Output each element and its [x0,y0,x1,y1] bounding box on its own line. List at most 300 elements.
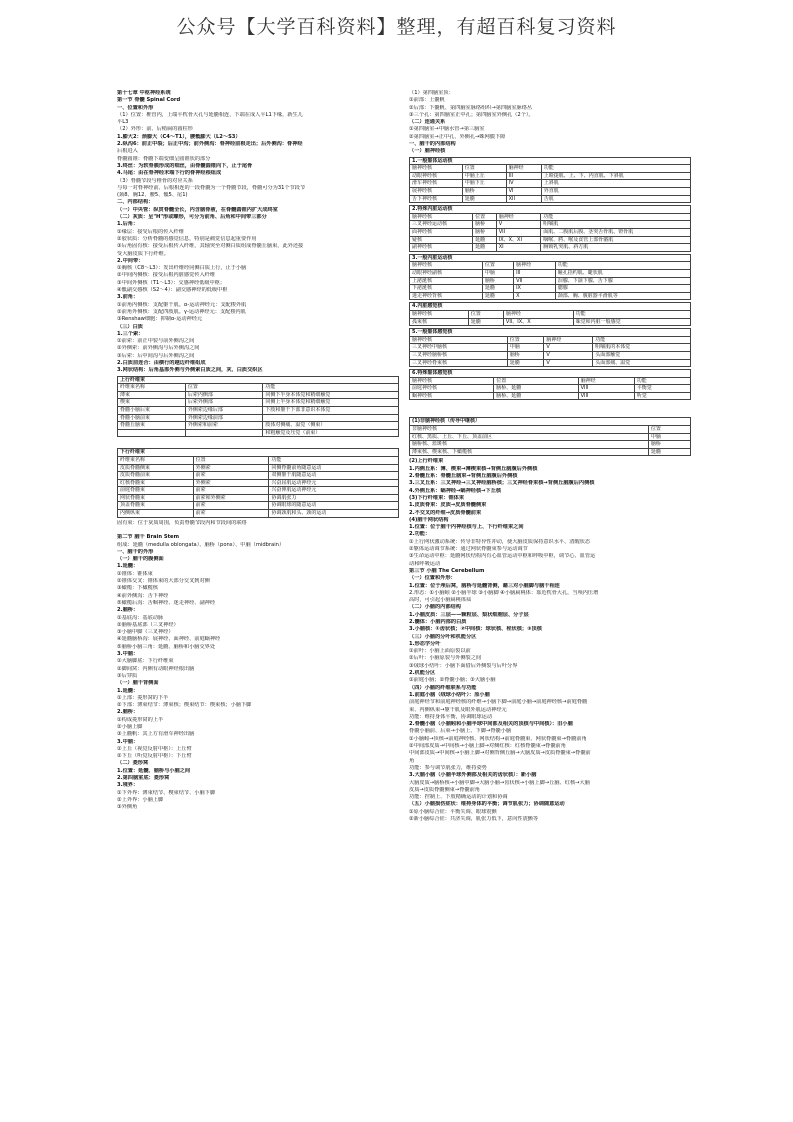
text-line: 皮质→皮质脊髓侧束→脊髓前角 [409,786,480,793]
table-cell: 中脑 [507,344,544,352]
table-caption: 5.一般躯体感觉核 [410,329,691,337]
text-line: （一）脑神经核 [409,148,446,155]
table-header-cell: 脑神经 [514,262,556,270]
table-cell: 前索 [193,510,269,518]
text-line: 功能：控制上、下肢精确运动的计划和协调 [409,794,508,801]
table-cell: 舌下神经核 [410,195,463,203]
table-caption: (1)非脑神经核（传导中继核） [410,418,691,426]
table-cell: X [514,292,556,300]
text-line: ②脑桥基底部（三叉神经） [117,621,179,628]
text-line: ①第四脑室→中脑水管→第三脑室 [409,126,485,133]
text-line: 高时，可引起小脑扁桃体疝 [409,597,472,604]
table-cell: VIII [578,385,634,393]
table-cell: IV [506,180,541,188]
table-cell: 延髓 [462,195,506,203]
table-cell: 胸锁乳突肌、斜方肌 [541,244,691,252]
table-row [118,414,399,422]
table-cell: 滑车神经核 [410,180,463,188]
text-line: ②外侧索：前外侧沟与后外侧沟之间 [117,345,200,352]
text-line: 受大脑皮质下行纤维。 [117,250,169,257]
text-line: ③三个孔：第四脑室正中孔；第四脑室外侧孔（2个）。 [409,111,534,118]
table-cell: 脑桥、延髓 [494,392,578,400]
table-cell: 疑核 [410,236,473,244]
table-cell: 楔束 [118,399,186,407]
table-cell [185,429,263,437]
table-cell: 动眼神经核 [410,172,463,180]
text-line: 1.位置：位于颅后窝，脑桥与延髓背侧，藉三对小脑脚与脑干相连 [409,582,560,589]
table-header-cell: 脑神经 [496,213,541,221]
table-cell: 三叉神经脑桥核 [410,351,508,359]
table-header-cell: 功能 [634,377,690,385]
table-row [410,180,691,188]
text-line: ③后角固有核：接受后根传入纤维，其轴突至对侧白质组成脊髓丘脑束，此外还接 [117,243,304,250]
text-line [117,527,399,534]
table-header-cell: 脑神经核 [410,165,463,173]
table-cell: V [496,221,541,229]
table-cell: 外侧索 [193,479,269,487]
table-cell: 脊髓小脑前束 [118,414,186,422]
table-cell: 咀嚼肌 [541,221,691,229]
text-line: 组成：延髓（medulla oblongata）、脑桥（pons）、中脑（midbrain） [117,541,285,548]
table-row [118,472,399,480]
table-cell: 肢体对侧痛、温觉（侧束） [263,422,399,430]
table-row [118,399,399,407]
text-line: (4)脑干网状结构 [409,516,449,523]
table-cell: 外直肌 [541,188,690,196]
text-line: ①上部：菱形窝的下半 [117,694,169,701]
table-header-cell: 功能 [541,165,690,173]
table-cell: 咀嚼肌的本体觉 [593,344,691,352]
table-cell: 协调眼球的随意运动 [269,502,399,510]
ascending-tracts-table-wrap [117,376,399,438]
text-line: 固有束：位于灰质周围，负责脊髓节段内和节段间的联络 [117,519,247,526]
table-caption: 4.内脏感觉核 [410,303,691,311]
text-line: 3.终丝：为软脊膜形成的细丝，由脊髓圆锥向下，止于尾骨 [117,162,253,169]
text-line: 2.脑桥： [117,709,139,716]
text-line: 1.皮质脊束：皮质→皮质脊髓侧束 [409,502,487,509]
table-row [410,351,691,359]
text-line: （四）小脑的纤维联系与功能 [409,684,477,691]
table-cell: 中脑下丘 [462,180,506,188]
text-line: （1）第四脑室顶： [409,90,454,96]
text-line: 2.脑桥： [117,607,139,614]
table-cell: 延髓 [482,292,513,300]
table-cell: 面肌、二腹肌后腹、茎突舌骨肌、镫骨肌 [541,229,691,237]
table-header-cell: 功能 [541,213,691,221]
table-cell: 同侧下半身本体觉和精细触觉 [263,391,399,399]
table-header-cell: 位置 [462,165,506,173]
nucleus-table [409,417,691,456]
text-line: ①小脑蚓→顶核→前庭神经核、网状结构→前庭脊髓束、网状脊髓束→脊髓前角 [409,735,587,742]
table-cell: 前索 [193,502,269,510]
table-cell: 舌肌 [541,195,690,203]
text-line: 后根进入 [117,148,138,155]
table-cell: 副神经核 [410,244,473,252]
text-line: 2.脊髓小脑（小脑蚓和小脑半球中间部及相关的顶核与中间核）：旧小脑 [409,721,573,728]
table-cell: III [506,172,541,180]
text-line: ⑤脑桥小脑三角：延髓、脑桥和小脑交界处 [117,643,216,650]
table-cell: 兴奋屈肌运动神经元 [269,479,399,487]
table-cell: 面神经核 [410,229,473,237]
table-cell: 前庭脊髓束 [118,487,194,495]
table-cell: 味觉和内脏一般感觉 [573,318,690,326]
text-line: ③小脑中脚（三叉神经） [117,629,174,636]
table-header-cell: 脑神经核 [410,310,469,318]
text-line: 1.位置：位于脑干内神经核与上、下行纤维束之间 [409,524,524,531]
table-header-cell: 位置 [468,310,503,318]
table-cell: 展神经核 [410,188,463,196]
text-line: ②小脑上脚 [117,723,143,730]
text-line: ③绒球小结叶：小脑下面借后外侧裂与后叶分界 [409,662,518,669]
text-line: ②上外界：小脑上脚 [117,796,164,803]
text-line: 2.脊髓丘系：脊髓丘脑束→背侧丘脑腹后外侧核 [409,473,518,480]
left-brainstem-text [117,520,399,812]
table-row [118,494,399,502]
table-cell: 头面部触觉 [593,351,691,359]
table-row [118,464,399,472]
text-line: 一、脑干的内部结构 [409,141,456,148]
table-header-cell: 位置 [473,213,497,221]
table-header-cell: 功能 [555,262,690,270]
table-cell: 兴奋伸肌运动神经元 [269,487,399,495]
table-cell: 延髓 [473,244,497,252]
table-header-cell: 位置 [507,336,544,344]
table-caption: 下行纤维束 [118,449,399,457]
table-cell: 延髓 [468,318,503,326]
table-row [410,269,691,277]
text-line: 3.小脑核：①齿状核；②中间核：球状核、栓状核；③顶核 [409,626,542,633]
text-line: ④前外侧沟：舌下神经 [117,592,169,599]
text-line: ②脚间窝：内侧有动眼神经根出脑 [117,665,195,672]
text-line: 2.髓体：小脑内部的白质 [409,618,467,625]
text-line: ②新小脑综合征：共济失调，肌张力低下，意向性震颤等 [409,816,539,822]
table-cell: VII [514,277,556,285]
table-cell: 同侧脊髓前角随意运动 [269,464,399,472]
table-cell: 颈部、胸、腹脏器平滑肌等 [555,292,690,300]
text-line: 与每一对脊神经前、后根相连的一段脊髓为一个脊髓节段，脊髓可分为31个节段节 [117,184,306,191]
table-cell: 皮质脊髓侧束 [118,464,194,472]
table-cell: 红核、黑质、上丘、下丘、顶盖前区 [410,433,649,441]
table-cell: 薄束核、楔束核、下橄榄核 [410,448,649,456]
text-line: 4.外侧丘系：蜗神经→蜗神经核→下丘核 [409,487,502,494]
text-line: (颈8、胸12、腰5、骶5、尾1) [117,192,188,199]
table-header-cell: 脑神经核 [410,377,494,385]
text-line: ③后穿质 [117,672,138,679]
table-cell: 前庭神经核 [410,385,494,393]
table-row [410,385,691,393]
text-line: 3.大脑小脑（小脑半球外侧部及相关的齿状核）：新小脑 [409,772,537,779]
table-cell: 延髓 [473,236,497,244]
table-row [410,236,691,244]
text-line: ①上丘（视觉反射中枢）：上丘臂 [117,745,192,752]
table-cell: 头面部痛、温觉 [593,359,691,367]
table-cell: 迷走神经背核 [410,292,483,300]
table-cell: 和粗触觉及压觉（前束） [263,429,399,437]
table-cell: 内侧纵束 [118,510,194,518]
text-line: （二）灰质：呈"H"形或蝶形，可分为前角、后角和中间带三部分 [117,214,267,221]
table-cell: 协调颈肌和头、颈的运动 [269,510,399,518]
text-line: ②胶状质：分析脊髓的感觉信息，特别是痛觉信息起重要作用 [117,235,257,242]
left-column [117,90,399,812]
text-line: ②锥体交叉：锥体束的大部分交叉到对侧 [117,578,210,585]
table-cell: XII [506,195,541,203]
text-line: 大脑皮质→脑桥核→小脑中脚→大脑小脑→齿状核→小脑上脚→丘脑、红核→大脑 [409,779,590,786]
table-header-cell: 位置 [185,384,263,392]
text-line: 脊髓圆锥：脊髓下端变细呈圆锥状的部分 [117,155,211,162]
table-row [410,195,691,203]
table-row [118,406,399,414]
table-header-cell: 脑神经 [503,310,573,318]
table-row [118,479,399,487]
right-intro-text [409,90,691,156]
text-line: （一）脑干背侧面 [117,680,159,687]
text-line: ①构成菱形窝的上半 [117,716,164,723]
nucleus-table [409,254,691,301]
text-line: 1.膨大2：颈膨大（C4～T1），腰骶膨大（L2～S3） [117,133,241,140]
table-cell: 脊髓丘脑束 [118,422,186,430]
table-row [410,292,691,300]
table-row [410,172,691,180]
text-line: 1.延髓： [117,563,139,570]
page-header: 公众号【大学百科资料】整理，有超百科复习资料 [176,16,617,38]
text-line: 动和呼吸运动 [409,560,441,567]
text-line: 2.机能分区 [409,670,436,677]
ascending-tracts-table [117,376,399,438]
text-line: 平L3 [117,119,129,126]
text-line: （二）连通关系 [409,119,446,126]
table-cell: 下泌涎核 [410,285,483,293]
text-line: 2.第四脑室底：菱形窝 [117,775,170,782]
table-cell: 蜗神经核 [410,392,494,400]
table-cell: 上斜肌 [541,180,690,188]
table-cell: IX [514,285,556,293]
table-cell: 中脑上丘 [462,172,506,180]
text-line: ②第四脑室→正中孔、外侧孔→蛛网膜下隙 [409,133,506,140]
text-line: 中间部皮质→中间核→小脑上脚→对侧背侧丘脑→大脑皮质→皮质脊髓束→脊髓前 [409,750,591,757]
table-row [410,448,691,456]
table-cell: 动眼神经副核 [410,269,483,277]
text-line: 3.中脑： [117,738,139,745]
table-header-cell: 非脑神经核 [410,426,649,434]
table-header-cell: 位置 [648,426,690,434]
table-cell: 脑桥核、蓝斑核 [410,441,649,449]
table-cell: 协调肌张力 [269,494,399,502]
text-line: （一）位置和外形： [409,575,456,582]
table-caption: 3.一般内脏运动核 [410,254,691,262]
table-row [118,510,399,518]
descending-tracts-table [117,448,399,517]
table-header-cell: 纤维束名称 [118,456,194,464]
text-line: （3）脊髓节段与椎骨的对应关系 [117,177,193,184]
text-line: 前庭神经节和前庭神经核的纤维→小脑下脚→前庭小脑→前庭神经核→前庭脊髓 [409,699,588,706]
table-row [410,344,691,352]
table-cell: 薄束 [118,391,186,399]
table-cell: 外侧索 [193,464,269,472]
table-cell: 皮质脊髓前束 [118,472,194,480]
text-line: ②后部：下髓帆、第四脑室脉络组织→第四脑室脉络丛 [409,104,533,111]
text-line: ①前角内侧核：支配躯干肌。α-运动神经元：支配梭外肌 [117,301,247,308]
table-cell: 孤束核 [410,318,469,326]
table-cell: 顶盖脊髓束 [118,502,194,510]
table-cell: 听觉 [634,392,690,400]
table-header-cell: 脑神经核 [410,336,508,344]
table-cell: 脑桥 [473,229,497,237]
table-row [118,429,399,437]
table-cell: 脊髓小脑后束 [118,406,186,414]
table-row [118,422,399,430]
text-line: 2.形态：①小脑蚓 ②小脑半球 ③小脑脚 ④小脑扁桃体：靠近枕骨大孔，当颅内压增 [409,589,599,596]
nucleus-table [409,369,691,400]
table-cell: VII、IX、X [503,318,573,326]
text-line: ③后索：后中间沟与后外侧沟之间 [117,352,195,359]
table-header-cell: 功能 [573,310,690,318]
text-line: （三）小脑的分叶和机能分区 [409,633,477,640]
table-row [410,244,691,252]
text-line: 一、脑干的外形 [117,548,154,555]
text-line: 功能：参与调节肌张力，维持姿势 [409,764,487,771]
table-cell: III [514,269,556,277]
table-row [118,487,399,495]
table-cell: 三叉神经中脑核 [410,344,508,352]
text-line: ③外侧角 [117,804,138,811]
table-cell: 脑桥 [507,351,544,359]
text-line: 1.前庭小脑（绒球小结叶）：原小脑 [409,691,490,698]
table-row [410,277,691,285]
nucleus-table [409,205,691,252]
table-row [410,188,691,196]
text-line: 第一节 脊髓 Spinal Cord [117,97,181,104]
nuclei-tables [409,157,691,457]
text-line: 1.内侧丘系：薄、楔束→薄楔束核→背侧丘脑腹后外侧核 [409,465,538,472]
text-line: 束、内侧纵束→躯干肌及眼外肌运动神经元 [409,706,507,713]
right-cerebellum-text [409,458,691,823]
table-header-cell: 位置 [193,456,269,464]
table-cell: 同侧上半身本体觉和精细触觉 [263,399,399,407]
text-line: 2.功能： [409,531,431,538]
table-row [410,433,691,441]
table-cell [118,429,186,437]
text-line: ④骶副交感核（S2～4）：副交感神经的低级中枢 [117,287,228,294]
text-line: 功能：维持身体平衡，协调眼球运动 [409,713,493,720]
table-cell: 腮腺 [555,285,690,293]
text-line: 1.小脑皮质：三层——颗粒层、梨状细胞层、分子层 [409,611,529,618]
text-line: ②中间部皮质→中间核→小脑上脚→对侧红核：红核脊髓束→脊髓前角 [409,743,566,750]
table-cell: 前索 [193,472,269,480]
table-row [410,359,691,367]
table-cell: 上睑提肌、上、下、内直肌、下斜肌 [541,172,690,180]
table-row [410,285,691,293]
text-line: ①大脑脚底：下行纤维束 [117,658,174,665]
text-line: 第二节 脑干 Brain Stem [117,534,179,541]
table-cell: 脑桥 [482,277,513,285]
table-header-cell: 功能 [593,336,691,344]
table-header-cell: 功能 [269,456,399,464]
text-line: 3.境界： [117,782,139,789]
text-line: （三）白质 [117,323,143,330]
text-line: ③橄榄：下橄榄核 [117,585,158,592]
text-line: ②躯体运动调节系统：通过网状脊髓束参与运动调节 [409,546,528,553]
text-line: ③Renshaw细胞：抑制α-运动神经元 [117,316,203,323]
table-row [410,318,691,326]
table-cell: 脑桥 [648,441,690,449]
table-cell: 双侧躯干肌随意运动 [269,472,399,480]
table-header-cell: 位置 [482,262,513,270]
table-cell: 延髓 [507,359,544,367]
table-row [410,392,691,400]
text-line: 2.纵沟6：前正中裂；后正中沟；前外侧沟：脊神经前根走出；后外侧沟：脊神经 [117,141,303,148]
text-line: 一、位置和外形 [117,104,154,111]
text-line: （1）位置：椎管内，上端平枕骨大孔与延髓相连，下端在成人平L1下缘，新生儿 [117,111,303,118]
text-line: 3.三叉丘系：三叉神经→三叉神经脑桥核；三叉神经脊束核→背侧丘脑腹后内侧核 [409,480,595,487]
text-line: （五）小脑损伤症状：维持身体的平衡；调节肌张力；协调随意运动 [409,801,565,808]
table-cell: 泪腺、下颌下腺、舌下腺 [555,277,690,285]
table-cell: 瞳孔括约肌、睫状肌 [555,269,690,277]
table-cell: IX、X、XI [496,236,541,244]
text-line: ①锥体：锥体束 [117,570,153,577]
nucleus-table [409,328,691,367]
text-line: 2.中间带： [117,257,144,264]
text-line: (2)上行纤维束 [409,458,444,465]
text-line: ①前索：前正中裂与前外侧沟之间 [117,338,195,345]
text-line: （二）小脑的内部结构 [409,604,461,611]
text-line: ③生命运动中枢：延髓网状结构内有心血管运动中枢和呼吸中枢，调节心、血管运 [409,553,596,560]
table-header-cell: 脑神经核 [410,213,473,221]
text-line: 1.形态学分叶 [409,640,441,647]
table-header-cell: 脑神经核 [410,262,483,270]
text-line: 第三节 小脑 The Cerebellum [409,567,485,574]
text-line: ②中间内侧核：接受后根内脏感觉传入纤维 [117,272,216,279]
table-caption: 上行纤维束 [118,376,399,384]
table-cell [263,414,399,422]
text-line: （二）菱形窝 [117,760,149,767]
text-line: ①前部：上髓帆 [409,97,445,104]
table-cell: 平衡觉 [634,385,690,393]
table-header-cell: 功能 [263,384,399,392]
text-line: 3.中脑： [117,651,139,658]
table-cell: 脑桥 [473,221,497,229]
table-header-cell: 纤维束名称 [118,384,186,392]
text-line: 角 [409,757,415,764]
table-header-cell: 位置 [494,377,578,385]
table-cell: 中脑 [648,433,690,441]
text-line: ①下外界：薄束结节、楔束结节、小脑下脚 [117,789,216,796]
text-line: (3)下行纤维束：锥体束 [409,494,465,501]
text-line: 二、内部结构： [117,199,154,206]
table-cell: 后索内侧部 [185,391,263,399]
right-column [409,90,691,823]
table-cell: 后索外侧部 [185,399,263,407]
table-cell: 外侧索边缘前部 [185,414,263,422]
text-line: ③中间外侧核（T1～L3）：交感神经低级中枢； [117,279,226,286]
descending-tracts-table-wrap [117,448,399,517]
table-row [410,229,691,237]
text-line: ①基底沟：基底动脉 [117,614,164,621]
text-line: ①缘层：接受后根的传入纤维 [117,228,184,235]
table-cell: 外侧索边缘后部 [185,406,263,414]
text-line: ①前叶：小脑上面原裂以前 [409,648,471,655]
table-cell: 脑桥 [462,188,506,196]
text-line: 1.延髓： [117,687,139,694]
table-row [118,391,399,399]
text-line: 脊髓小脑前、后束→小脑上、下脚→脊髓小脑 [409,728,512,735]
text-line: 1.后角： [117,221,139,228]
table-header-cell: 脑神经 [578,377,634,385]
table-cell: 咽喉、腭、喉及食管上部骨骼肌 [541,236,691,244]
table-cell: XI [496,244,541,252]
table-cell: 外侧索和前索 [185,422,263,430]
table-cell: V [544,351,593,359]
table-cell: V [544,359,593,367]
